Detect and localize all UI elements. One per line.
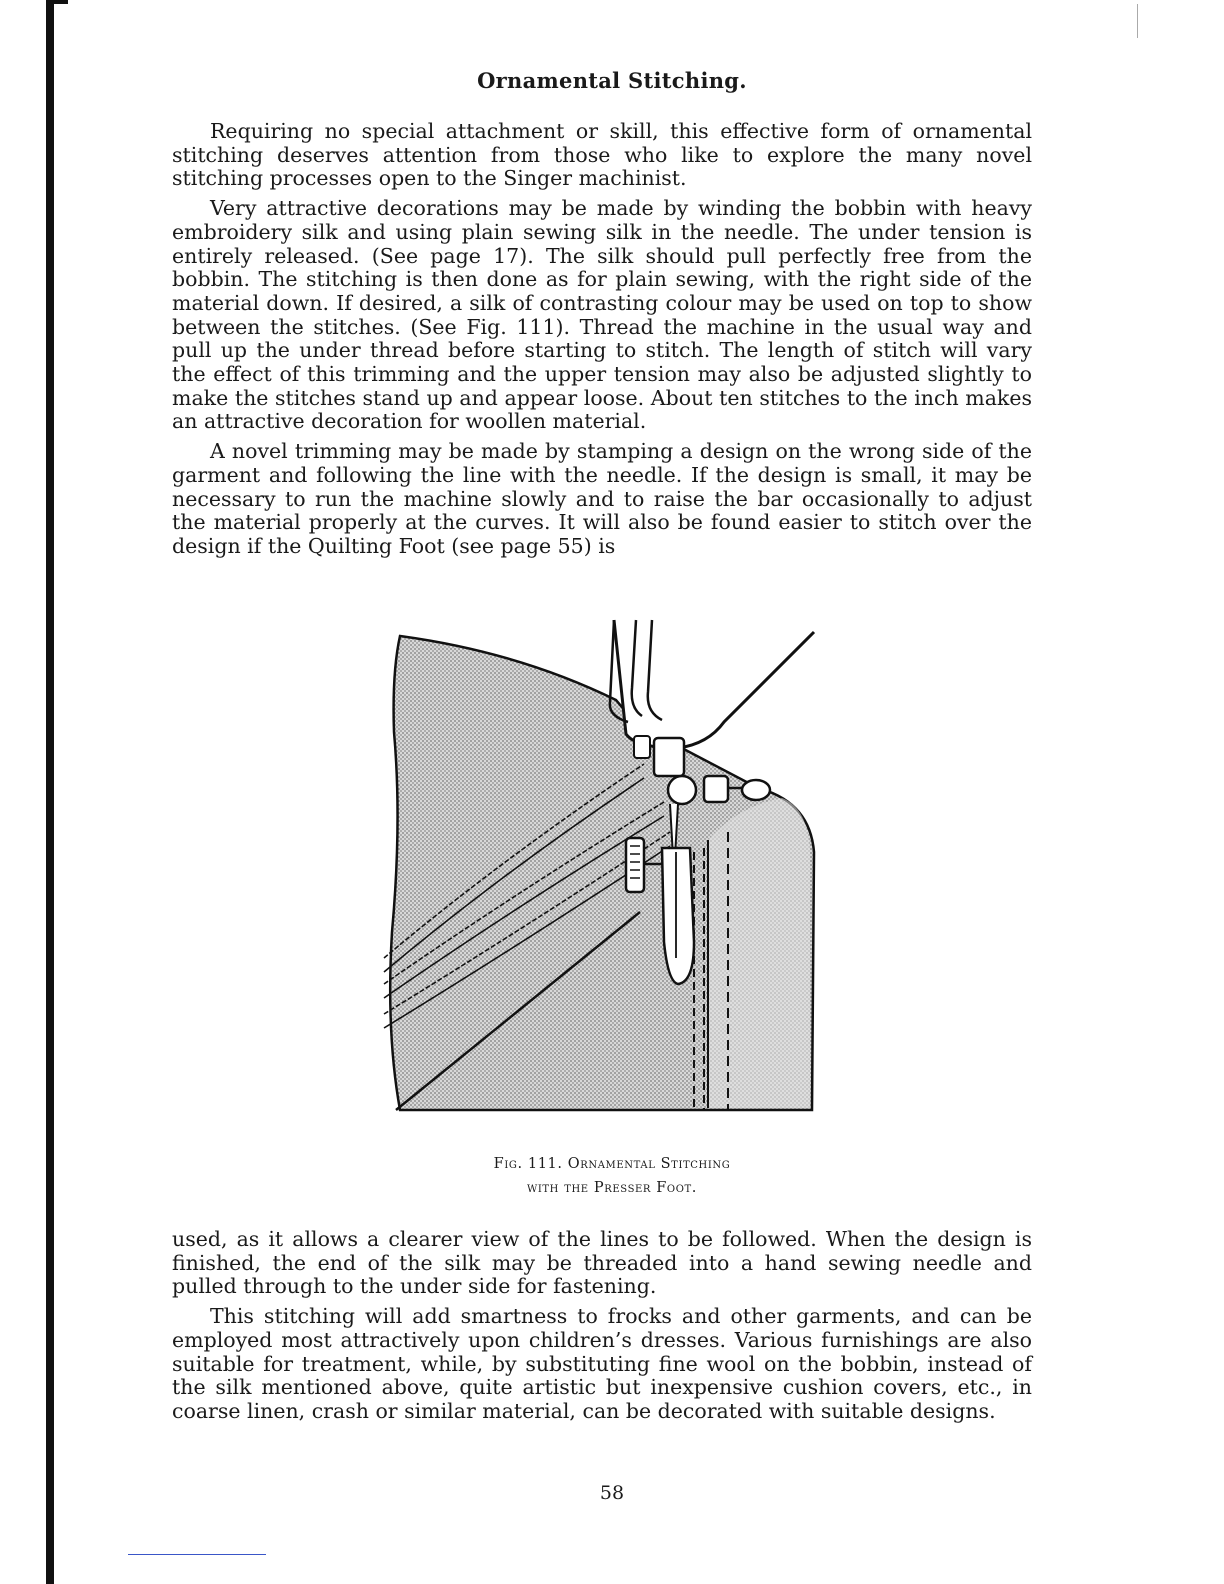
paragraph-decorations: Very attractive decorations may be made by winding the bobbin with heavy embroidery silk and using plain sewing silk in the needle. The under tension is entirely released. (See page 17). The silk should pull perfectly free from the bobbin. The stitching is then done as for plain sewing, with the right side of the material down. If desired, a silk of contrasting colour may be used on top to show between the stitches. (See Fig. 111). Thread the machine in the usual way and pull up the under thread before starting to stitch. The length of stitch will vary the effect of this trimming and the upper tension may also be adjusted slightly to make the stitches stand up and appear loose. About ten stitches to the inch makes an attractive decoration for woollen material. [172,196,1032,434]
figure-caption [0,1152,1224,1200]
page-corner-mark [46,0,68,4]
needle-bar [654,738,684,776]
presser-foot-screw [668,776,696,804]
footer-link-underline [128,1554,266,1555]
caption-line-2: with the Presser Foot. [526,1180,697,1196]
page-left-border [46,0,54,1584]
caption-line-1: Fig. 111. Ornamental Stitching [493,1156,731,1172]
machine-head [614,620,814,748]
paragraph-novel-trimming: A novel trimming may be made by stamping a design on the wrong side of the garment and following the line with the needle. If the design is small, it may be necessary to run the machine slowly and to raise the bar occasionally to adjust the material properly at the curves. It will also be found easier to stitch over the design if the Quilting Foot (see page 55) is [172,439,1032,558]
sewing-machine-illustration [378,612,818,1117]
scan-mark [1137,4,1138,38]
body-text-bottom [172,1228,1032,1430]
body-text-top [172,120,1032,565]
paragraph-intro: Requiring no special attachment or skill, this effective form of ornamental stitching deserves attention from those who like to explore the many novel stitching processes open to the Singer machinist. [172,119,1032,191]
paragraph-continuation: used, as it allows a clearer view of the lines to be followed. When the design is finished, the end of the silk may be threaded into a hand sewing needle and pulled through to the under side for fastening. [172,1227,1032,1299]
page-title: Ornamental Stitching. [477,68,747,93]
figure-111-illustration [378,612,818,1117]
page-number: 58 [599,1482,625,1504]
paragraph-uses: This stitching will add smartness to frocks and other garments, and can be employed most attractively upon children’s dresses. Various furnishings are also suitable for treatment, while, by substituting fine wool on the bobbin, instead of the silk mentioned above, quite artistic but inexpensive cushion covers, etc., in coarse linen, crash or similar material, can be decorated with suitable designs. [172,1304,1032,1423]
fabric-fold [708,798,810,1108]
presser-foot [662,848,694,984]
